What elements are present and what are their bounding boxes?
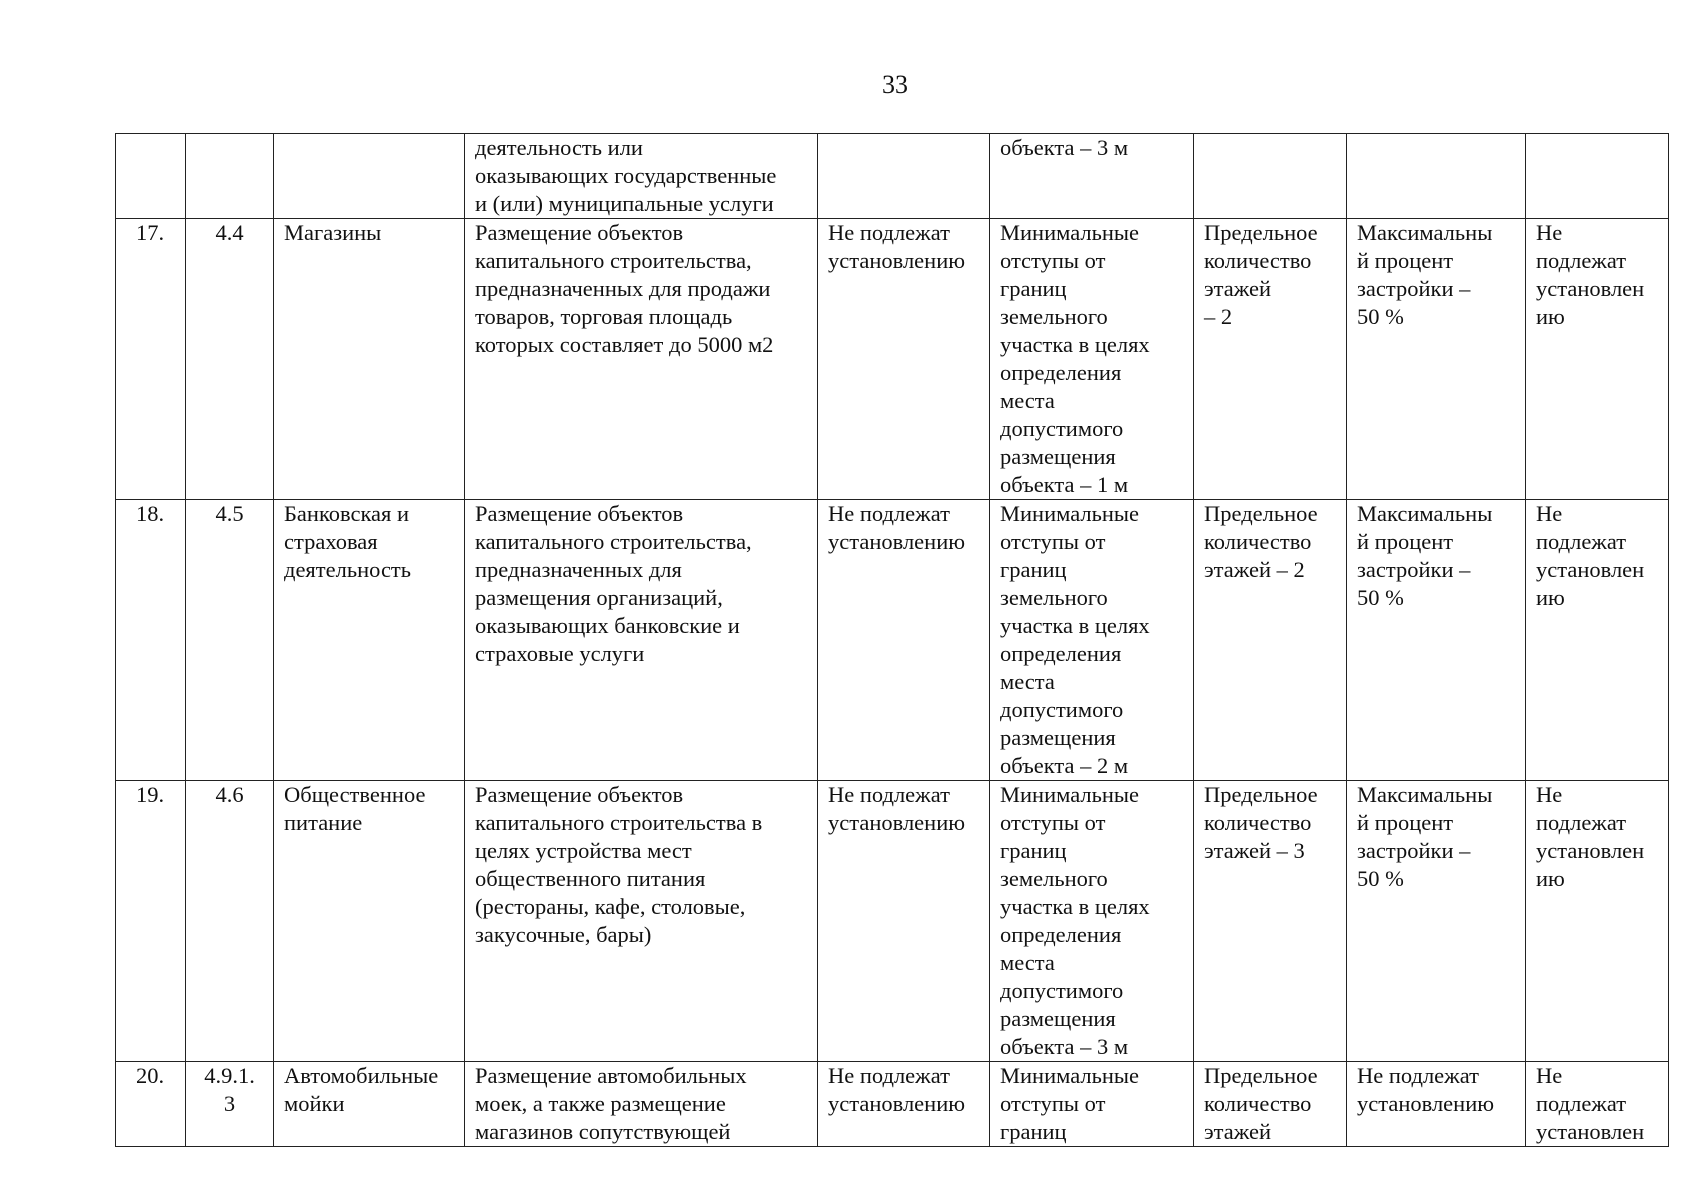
use-code-cell (186, 134, 274, 219)
use-name-cell: Банковская и страховая деятельность (274, 500, 465, 781)
use-name-cell (274, 134, 465, 219)
use-code-cell: 4.5 (186, 500, 274, 781)
plot-size-cell: Не подлежат установлению (818, 1062, 990, 1147)
row-number-cell: 20. (116, 1062, 186, 1147)
setbacks-cell: Минимальные отступы от границ земельного участка в целях определения места допустимого размещения объекта – 3 м (990, 781, 1194, 1062)
table-row (116, 134, 1669, 219)
row-number-cell (116, 134, 186, 219)
plot-size-cell: Не подлежат установлению (818, 781, 990, 1062)
use-name-cell: Магазины (274, 219, 465, 500)
restrictions-cell: Не подлежат установлен (1526, 1062, 1669, 1147)
use-name-cell: Автомобильные мойки (274, 1062, 465, 1147)
description-cell: Размещение объектов капитального строительства в целях устройства мест общественного питания (рестораны, кафе, столовые, закусочные, бары) (465, 781, 818, 1062)
floors-cell (1194, 134, 1347, 219)
description-cell: Размещение автомобильных моек, а также размещение магазинов сопутствующей (465, 1062, 818, 1147)
description-cell: деятельность или оказывающих государственные и (или) муниципальные услуги (465, 134, 818, 219)
setbacks-cell: Минимальные отступы от границ земельного участка в целях определения места допустимого размещения объекта – 1 м (990, 219, 1194, 500)
use-code-cell: 4.4 (186, 219, 274, 500)
coverage-cell (1347, 134, 1526, 219)
zoning-table (115, 133, 1669, 1147)
setbacks-cell: Минимальные отступы от границ (990, 1062, 1194, 1147)
setbacks-cell: Минимальные отступы от границ земельного участка в целях определения места допустимого размещения объекта – 2 м (990, 500, 1194, 781)
floors-cell: Предельное количество этажей – 3 (1194, 781, 1347, 1062)
table-row (116, 1062, 1669, 1147)
coverage-cell: Максимальны й процент застройки – 50 % (1347, 219, 1526, 500)
row-number-cell: 17. (116, 219, 186, 500)
floors-cell: Предельное количество этажей – 2 (1194, 500, 1347, 781)
table-row (116, 500, 1669, 781)
plot-size-cell: Не подлежат установлению (818, 219, 990, 500)
plot-size-cell: Не подлежат установлению (818, 500, 990, 781)
plot-size-cell (818, 134, 990, 219)
floors-cell: Предельное количество этажей – 2 (1194, 219, 1347, 500)
coverage-cell: Максимальны й процент застройки – 50 % (1347, 500, 1526, 781)
restrictions-cell: Не подлежат установлен ию (1526, 500, 1669, 781)
use-code-cell: 4.6 (186, 781, 274, 1062)
use-name-cell: Общественное питание (274, 781, 465, 1062)
description-cell: Размещение объектов капитального строительства, предназначенных для размещения организаций, оказывающих банковские и страховые услуги (465, 500, 818, 781)
row-number-cell: 19. (116, 781, 186, 1062)
restrictions-cell: Не подлежат установлен ию (1526, 219, 1669, 500)
restrictions-cell (1526, 134, 1669, 219)
coverage-cell: Не подлежат установлению (1347, 1062, 1526, 1147)
table-row (116, 219, 1669, 500)
table-row (116, 781, 1669, 1062)
restrictions-cell: Не подлежат установлен ию (1526, 781, 1669, 1062)
setbacks-cell: объекта – 3 м (990, 134, 1194, 219)
use-code-cell: 4.9.1. 3 (186, 1062, 274, 1147)
page-number: 33 (882, 70, 908, 99)
floors-cell: Предельное количество этажей (1194, 1062, 1347, 1147)
description-cell: Размещение объектов капитального строительства, предназначенных для продажи товаров, торговая площадь которых составляет до 5000 м2 (465, 219, 818, 500)
row-number-cell: 18. (116, 500, 186, 781)
coverage-cell: Максимальны й процент застройки – 50 % (1347, 781, 1526, 1062)
